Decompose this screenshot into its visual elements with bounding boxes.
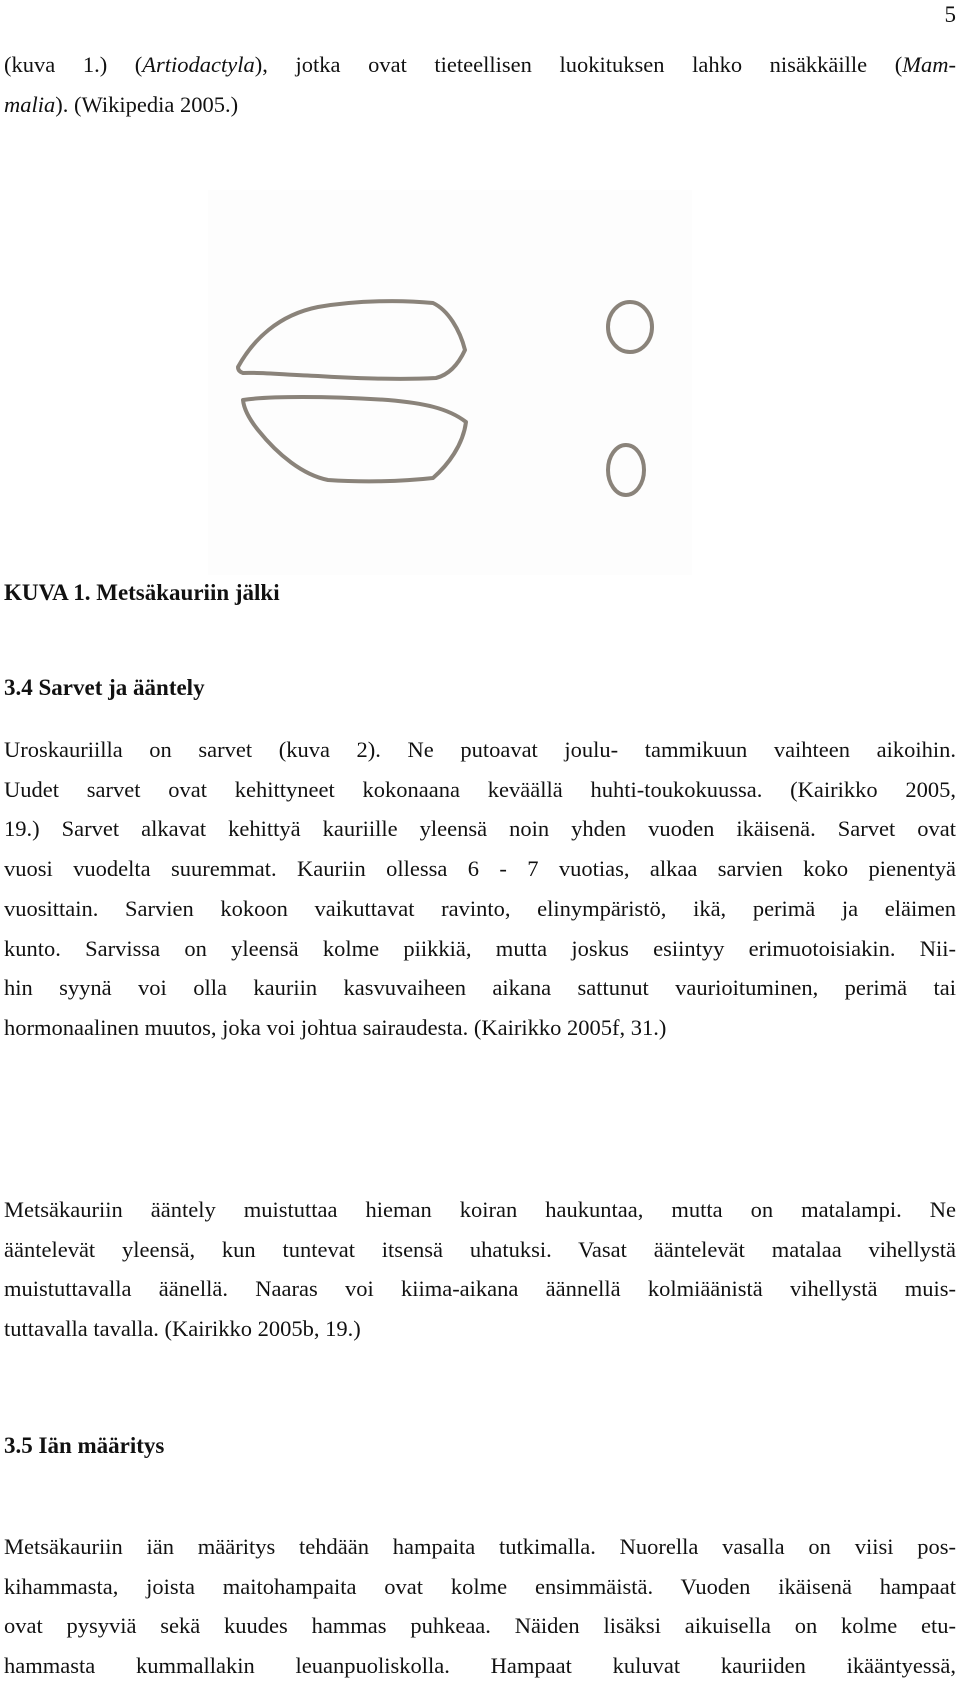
figure-caption: KUVA 1. Metsäkauriin jälki xyxy=(4,580,280,605)
lower-hoof-shape xyxy=(243,397,466,481)
latin-term: Artiodactyla xyxy=(142,52,255,77)
section-heading: 3.4 Sarvet ja ääntely xyxy=(4,675,205,700)
paragraph-line: kihammasta, joista maitohampaita ovat kolme ensimmäistä. Vuoden ikäisenä hampaat xyxy=(4,1573,956,1599)
section-heading: 3.5 Iän määritys xyxy=(4,1433,165,1458)
latin-term: malia xyxy=(4,91,56,117)
deer-track-figure xyxy=(208,190,692,575)
paragraph-line: kunto. Sarvissa on yleensä kolme piikkiä, mutta joskus esiintyy erimuotoisiakin. Nii- xyxy=(4,935,956,961)
paragraph-line: ääntelevät yleensä, kun tuntevat itsensä uhatuksi. Vasat ääntelevät matalaa vihellystä xyxy=(4,1236,956,1262)
upper-dewclaw-shape xyxy=(608,302,652,352)
intro-paragraph xyxy=(4,45,956,124)
intro-line: (kuva 1.) (Artiodactyla), jotka ovat tieteellisen luokituksen lahko nisäkkäille (Mam- xyxy=(4,52,956,77)
paragraph-line: tuttavalla tavalla. (Kairikko 2005b, 19.) xyxy=(4,1316,361,1342)
paragraph-line: vuosittain. Sarvien kokoon vaikuttavat ravinto, elinympäristö, ikä, perimä ja eläimen xyxy=(4,895,956,921)
latin-term: Mam- xyxy=(902,52,956,77)
paragraph-line: Uudet sarvet ovat kehittyneet kokonaana keväällä huhti-toukokuussa. (Kairikko 2005, xyxy=(4,776,956,802)
intro-line: malia). (Wikipedia 2005.) xyxy=(4,91,239,117)
lower-dewclaw-shape xyxy=(608,445,644,495)
upper-hoof-shape xyxy=(238,301,465,379)
paragraph-line: Metsäkauriin ääntely muistuttaa hieman koiran haukuntaa, mutta on matalampi. Ne xyxy=(4,1197,956,1222)
paragraph-line: hammasta kummallakin leuanpuoliskolla. Hampaat kuluvat kauriiden ikääntyessä, xyxy=(4,1653,956,1679)
paragraph-line: hin syynä voi olla kauriin kasvuvaiheen aikana sattunut vaurioituminen, perimä tai xyxy=(4,975,956,1001)
paragraph-line: muistuttavalla äänellä. Naaras voi kiima-aikana äännellä kolmiäänistä vihellystä muis- xyxy=(4,1276,956,1302)
antlers-paragraph xyxy=(4,730,956,1048)
paragraph-line: vuosi vuodelta suuremmat. Kauriin ollessa 6 - 7 vuotias, alkaa sarvien koko pienentyä xyxy=(4,856,956,882)
paragraph-line: Metsäkauriin iän määritys tehdään hampaita tutkimalla. Nuorella vasalla on viisi pos- xyxy=(4,1534,956,1559)
paragraph-line: hormonaalinen muutos, joka voi johtua sairaudesta. (Kairikko 2005f, 31.) xyxy=(4,1014,667,1040)
paragraph-line: Uroskauriilla on sarvet (kuva 2). Ne putoavat joulu- tammikuun vaihteen aikoihin. xyxy=(4,737,956,762)
vocalization-paragraph xyxy=(4,1190,956,1349)
page-number: 5 xyxy=(944,2,956,27)
paragraph-line: ovat pysyviä sekä kuudes hammas puhkeaa. Näiden lisäksi aikuisella on kolme etu- xyxy=(4,1613,956,1639)
deer-track-drawing xyxy=(208,190,692,575)
age-determination-paragraph xyxy=(4,1527,956,1686)
paragraph-line: 19.) Sarvet alkavat kehittyä kauriille yleensä noin yhden vuoden ikäisenä. Sarvet ovat xyxy=(4,816,956,842)
